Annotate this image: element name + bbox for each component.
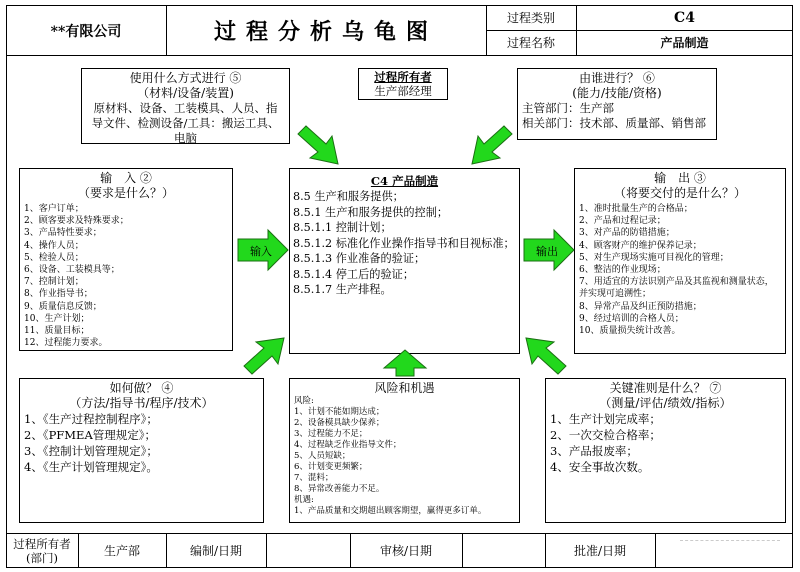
company-name: **有限公司 xyxy=(50,23,122,40)
list-item: 5、检验人员； xyxy=(24,252,84,263)
who-line-1: 主管部门：生产部 xyxy=(522,101,614,115)
footer-owner-label-line-1: 过程所有者 xyxy=(13,536,71,551)
who-title: 由谁进行？ ⑥ xyxy=(579,71,655,85)
list-item: 3、《控制计划管理规定》； xyxy=(24,444,158,458)
output-subtitle: （将要交付的是什么？） xyxy=(613,186,746,200)
list-item: 8.5.1.3 作业准备的验证； xyxy=(293,252,426,265)
output-title: 输 出 ③ xyxy=(654,171,706,185)
how-box xyxy=(19,378,264,523)
how-title: 如何做？ ④ xyxy=(109,381,174,395)
opportunity-label: 机遇: xyxy=(294,495,314,505)
list-item: 12、过程能力要求。 xyxy=(24,338,108,349)
list-item: 6、设备、工装模具等； xyxy=(24,265,120,276)
footer-reviewed-label: 审核/日期 xyxy=(379,544,433,558)
list-item: 3、对产品的防错措施； xyxy=(579,228,675,239)
list-item: 4、《生产计划管理规定》。 xyxy=(24,460,158,474)
list-item: 2、产品和过程记录； xyxy=(579,216,666,227)
list-item: 7、控制计划； xyxy=(24,277,84,288)
list-item: 3、过程能力不足； xyxy=(294,429,368,439)
output-box xyxy=(574,168,786,354)
risk-arrow-icon xyxy=(382,348,428,378)
decorative-dashes xyxy=(680,540,780,552)
list-item: 8.5.1.4 停工后的验证； xyxy=(293,267,415,281)
kpi-subtitle: （测量/评估/绩效/指标） xyxy=(599,396,732,410)
list-item: 3、产品特性要求； xyxy=(24,228,102,239)
list-item: 6、整洁的作业现场； xyxy=(579,265,666,276)
list-item: 1、《生产过程控制程序》； xyxy=(24,412,158,426)
footer-approved-label: 批准/日期 xyxy=(573,544,627,558)
kpi-title: 关键准则是什么？ ⑦ xyxy=(609,381,722,395)
list-item: 8.5.1.1 控制计划； xyxy=(293,221,392,234)
list-item: 8、异常产品及纠正预防措施； xyxy=(579,301,702,312)
risk-box xyxy=(289,378,520,523)
list-item: 3、产品报废率； xyxy=(550,444,638,458)
list-item: 8、作业指导书； xyxy=(24,289,93,300)
list-item: 4、顾客财产的维护保养记录； xyxy=(579,240,702,251)
output-arrow-label: 输出 xyxy=(536,245,558,258)
list-item: 7、混料； xyxy=(294,473,334,483)
resources-box xyxy=(81,68,290,144)
list-item: 4、过程缺乏作业指导文件； xyxy=(294,440,402,450)
list-item: 9、质量信息反馈； xyxy=(24,301,102,312)
risk-label: 风险: xyxy=(294,396,314,406)
footer-sep-7 xyxy=(655,533,656,568)
footer-prepared-label: 编制/日期 xyxy=(189,544,243,558)
kpi-arrow-icon xyxy=(522,336,570,376)
list-item: 1、计划不能如期达成； xyxy=(294,407,385,417)
kpi-box xyxy=(545,378,786,523)
list-item: 9、经过培训的合格人员； xyxy=(579,313,684,324)
how-subtitle: （方法/指导书/程序/技术） xyxy=(69,396,214,410)
list-item: 8.5.1.7 生产排程。 xyxy=(293,283,392,296)
center-title: C4 产品制造 xyxy=(370,174,439,188)
list-item: 10、生产计划； xyxy=(24,313,90,324)
list-item: 8.5.1 生产和服务提供的控制； xyxy=(293,205,449,219)
list-item: 2、一次交检合格率； xyxy=(550,428,661,442)
process-name-label: 过程名称 xyxy=(506,36,555,50)
footer-sep-3 xyxy=(266,533,267,568)
list-item: 1、客户订单； xyxy=(24,204,84,214)
input-title: 输 入 ② xyxy=(100,171,152,185)
resources-title: 使用什么方式进行 ⑤ xyxy=(129,71,242,85)
list-item: 8.5 生产和服务提供； xyxy=(293,190,404,203)
list-item: 1、准时批量生产的合格品； xyxy=(579,204,693,214)
owner-title: 过程所有者 xyxy=(374,70,432,84)
how-arrow-icon xyxy=(240,336,288,376)
how-list xyxy=(24,411,259,475)
process-type-label: 过程类别 xyxy=(506,11,555,25)
footer-owner-value: 生产部 xyxy=(103,544,140,558)
owner-value: 生产部经理 xyxy=(374,84,432,98)
who-arrow-icon xyxy=(468,124,514,166)
opportunity-list xyxy=(294,506,515,517)
list-item: 5、对生产现场实施可目视化的管理； xyxy=(579,252,729,263)
footer-owner-label xyxy=(6,533,78,568)
footer-owner-label-line-2: (部门) xyxy=(26,550,58,565)
list-item: 8.5.1.2 标准化作业操作指导书和目视标准； xyxy=(293,236,515,250)
kpi-list xyxy=(550,411,781,475)
list-item: 10、质量损失统计改善。 xyxy=(579,326,681,337)
list-item: 7、用适宜的方法识别产品及其监视和测量状态，并实现可追溯性； xyxy=(579,277,774,300)
who-line-2: 相关部门：技术部、质量部、销售部 xyxy=(522,116,706,130)
list-item: 6、计划变更频繁； xyxy=(294,462,368,472)
risk-list xyxy=(294,407,515,495)
center-list xyxy=(293,189,516,298)
process-name-value: 产品制造 xyxy=(660,36,709,50)
output-list xyxy=(579,203,781,337)
page-title: 过程分析乌龟图 xyxy=(213,19,438,45)
who-subtitle: (能力/技能/资格) xyxy=(572,86,662,100)
owner-box xyxy=(358,68,448,100)
process-type-value: C4 xyxy=(674,9,695,26)
list-item: 5、人员短缺； xyxy=(294,451,351,461)
input-arrow-label: 输入 xyxy=(250,245,272,258)
list-item: 1、生产计划完成率； xyxy=(550,412,661,426)
resources-body: 原材料、设备、工装模具、人员、指导文件、检测设备/工具：搬运工具、电脑 xyxy=(91,101,280,145)
center-box xyxy=(289,168,520,354)
list-item: 2、顾客要求及特殊要求； xyxy=(24,216,129,227)
list-item: 2、《PFMEA管理规定》； xyxy=(24,428,157,442)
input-list xyxy=(24,203,228,349)
who-box xyxy=(517,68,717,140)
list-item: 1、产品质量和交期超出顾客期望，赢得更多订单。 xyxy=(294,506,487,516)
resources-subtitle: （材料/设备/装置) xyxy=(137,86,234,100)
input-box xyxy=(19,168,233,351)
list-item: 4、操作人员； xyxy=(24,240,84,251)
list-item: 8、异常改善能力不足。 xyxy=(294,484,385,494)
footer-sep-5 xyxy=(462,533,463,568)
list-item: 2、设备模具缺少保养； xyxy=(294,418,385,428)
risk-title: 风险和机遇 xyxy=(374,381,435,395)
list-item: 4、安全事故次数。 xyxy=(550,460,650,474)
input-subtitle: （要求是什么？） xyxy=(77,186,174,200)
resources-arrow-icon xyxy=(296,124,342,166)
list-item: 11、质量目标； xyxy=(24,326,90,337)
